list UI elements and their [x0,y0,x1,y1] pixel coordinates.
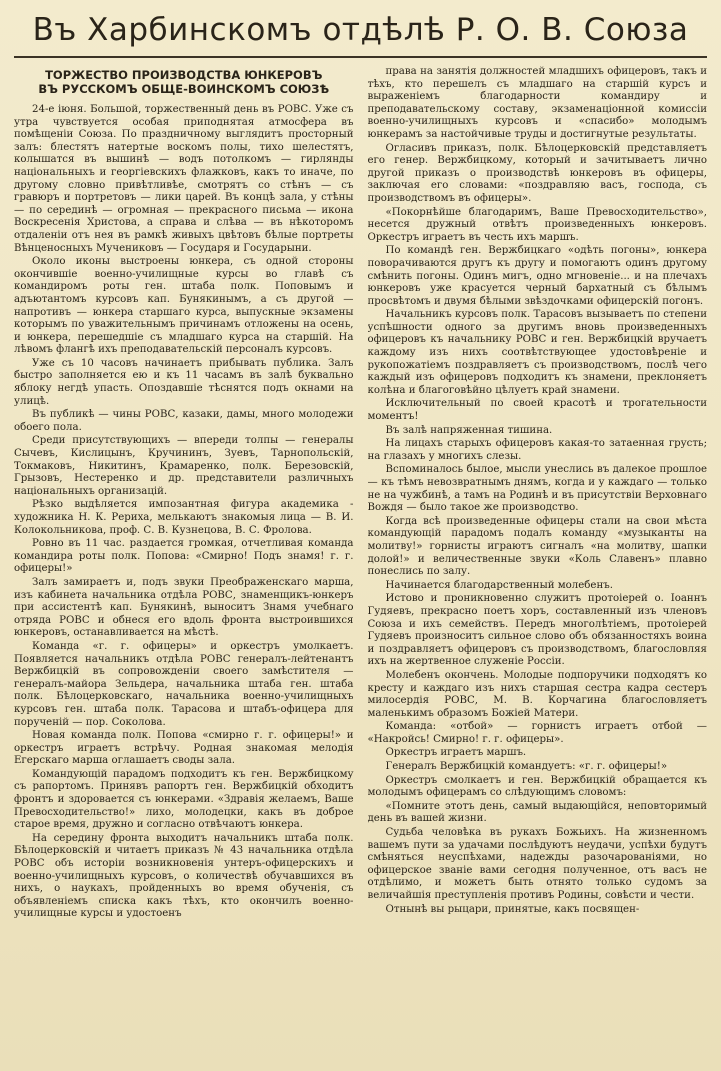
article-columns [14,66,707,1056]
article-paragraph: Залъ замираетъ и, подъ звуки Преображенскаго марша, изъ кабинета начальника отдѣла РОВС, знаменщикъ-юнкеръ при ассистентѣ кап. Бунякинѣ, выноситъ Знамя учебнаго отряда РОВС и обнеся его вдоль фронта выстроившихся юнкеровъ, останавливается на мѣстѣ. [14,576,354,639]
article-paragraph: На лицахъ старыхъ офицеровъ какая-то затаенная грусть; на глазахъ у многихъ слезы. [367,438,707,462]
article-paragraph: Командующій парадомъ подходитъ къ ген. Вержбицкому съ рапортомъ. Принявъ рапортъ ген. Вержбицкій обходитъ фронтъ и здоровается съ юнкерами. «Здравія желаемъ, Ваше Превосходительство!» лихо, молодецки, какъ въ доброе старое время, дружно и согласно отвѣчаютъ юнкера. [14,768,354,831]
subheadline-line-2: ВЪ РУССКОМЪ ОБЩЕ-ВОИНСКОМЪ СОЮЗѢ [38,82,330,96]
subheadline [14,68,354,96]
article-paragraph: По командѣ ген. Вержбицкаго «одѣть погоны», юнкера поворачиваются другъ къ другу и помогаютъ одинъ другому смѣнить погоны. Одинъ мигъ, одно мгновеніе... и на плечахъ юнкеровъ уже красуется черный бархатный съ бѣлымъ просвѣтомъ и двумя бѣлыми звѣздочками офицерскій погонъ. [367,245,707,307]
article-paragraph: права на занятія должностей младшихъ офицеровъ, такъ и тѣхъ, кто перешелъ съ младшаго на старшій курсъ и выраженіемъ благодарности командиру и преподавательскому составу, экзаменаціонной комиссіи военно-училищныхъ курсовъ и «спасибо» молодымъ юнкерамъ за настойчивые труды и достигнутые результаты. [367,66,707,140]
article-paragraph: Исключительный по своей красотѣ и трогательности моментъ! [367,398,707,423]
article-paragraph: Около иконы выстроены юнкера, съ одной стороны окончившіе военно-училищные курсы во главѣ съ командиромъ роты ген. штаба полк. Поповымъ и адъютантомъ курсовъ кап. Бунякинымъ, а съ другой — напротивъ — юнкера старшаго курса, выпускные экзамены которымъ по уважительнымъ причинамъ отложены на осень, и юнкера, перешедшіе съ младшаго курса на старшій. На лѣвомъ флангѣ ихъ преподавательскій персоналъ курсовъ. [14,256,354,356]
article-paragraph: Начальникъ курсовъ полк. Тарасовъ вызываетъ по степени успѣшности одного за другимъ вновь произведенныхъ офицеровъ къ начальнику РОВС и ген. Вержбицкій вручаетъ каждому изъ нихъ соотвѣтствующее удостовѣреніе и рукопожатіемъ поздравляетъ съ производствомъ, послѣ чего каждый изъ офицеровъ подходитъ къ знамени, преклоняетъ колѣна и благоговѣйно цѣлуетъ край знамени. [367,309,707,396]
article-paragraph: Въ публикѣ — чины РОВС, казаки, дамы, много молодежи обоего пола. [14,409,354,433]
article-paragraph: Команда «г. г. офицеры» и оркестръ умолкаетъ. Появляется начальникъ отдѣла РОВС генералъ-лейтенантъ Вержбицкій въ сопровожденіи своего замѣстителя — генералъ-майора Зельдера, начальника штаба ген. штаба полк. Бѣлоцерковскаго, начальника военно-училищныхъ курсовъ ген. штаба полк. Тарасова и штабъ-офицера для порученій — пор. Соколова. [14,640,354,728]
article-paragraph: Рѣзко выдѣляется импозантная фигура академика - художника Н. К. Рериха, мелькаютъ знакомыя лица — В. И. Колокольникова, проф. С. В. Кузнецова, В. С. Фролова. [14,499,354,536]
article-paragraph: Начинается благодарственный молебенъ. [385,579,613,591]
article-paragraph: Уже съ 10 часовъ начинаетъ прибывать публика. Залъ быстро заполняется ею и къ 11 часамъ въ залѣ буквально яблоку негдѣ упасть. Опоздавшіе тѣснятся подъ окнами на улицѣ. [14,357,354,407]
article-paragraph: Генералъ Вержбицкій командуетъ: «г. г. офицеры!» [385,761,668,773]
subheadline-line-1: ТОРЖЕСТВО ПРОИЗВОДСТВА ЮНКЕРОВЪ [45,68,323,82]
article-paragraph: Въ залѣ напряженная тишина. [385,424,553,436]
article-paragraph: Оркестръ смолкаетъ и ген. Вержбицкій обращается къ молодымъ офицерамъ со слѣдующимъ словомъ: [367,774,707,799]
article-paragraph: «Помните этотъ день, самый выдающійся, неповторимый день въ вашей жизни. [367,800,707,825]
left-column [14,66,354,1056]
article-paragraph: Новая команда полк. Попова «смирно г. г. офицеры!» и оркестръ играетъ встрѣчу. Родная знакомая мелодія Егерскаго марша оглашаетъ своды зала. [14,730,354,767]
article-paragraph: Молебенъ окончень. Молодые подпоручики подходятъ ко кресту и каждаго изъ нихъ старшая сестра кадра сестеръ милосердія РОВС, М. В. Корчагина благословляетъ маленькимъ образомъ Божіей Матери. [367,669,707,719]
article-paragraph: Отнынѣ вы рыцари, принятые, какъ посвящен- [385,903,640,915]
article-paragraph: Огласивъ приказъ, полк. Бѣлоцерковскій представляетъ его генер. Вержбицкому, который и зачитываетъ лично другой приказъ о производствѣ юнкеровъ въ офицеры, заключая его словами: «поздравляю васъ, господа, съ производствомъ въ офицеры». [367,142,707,204]
article-paragraph: Вспоминалось былое, мысли унеслись въ далекое прошлое — къ тѣмъ невозвратнымъ днямъ, когда и у каждаго — только не на чужбинѣ, а тамъ на Родинѣ и въ присутствіи Верховнаго Вождя — было такое же производство. [367,464,707,514]
article-paragraph: Когда всѣ произведенные офицеры стали на свои мѣста командующій парадомъ подалъ команду «музыканты на молитву!» горнисты играютъ сигналъ «на молитву, шапки долой!» и величественные звуки «Коль Славенъ» плавно понеслись по залу. [367,515,707,578]
article-paragraph: Ровно въ 11 час. раздается громкая, отчетливая команда командира роты полк. Попова: «Смирно! Подъ знамя! г. г. офицеры!» [14,538,354,575]
article-paragraph: Оркестръ играетъ маршъ. [385,747,527,759]
article-paragraph: «Покорнѣйше благодаримъ, Ваше Превосходительство», несется дружный отвѣтъ произведенныхъ юнкеровъ. Оркестръ играетъ въ честь ихъ маршъ. [367,206,707,243]
article-paragraph: Среди присутствующихъ — впереди толпы — генералы Сычевъ, Кислицынъ, Кручининъ, Зуевъ, Тарнопольскій, Токмаковъ, Никитинъ, Крамаренко, полк. Березовскій, Грызовъ, Нестеренко и др. представители различныхъ національныхъ организацій. [14,435,354,497]
article-headline: Въ Харбинскомъ отдѣлѣ Р. О. В. Союза [14,6,707,58]
article-paragraph: Истово и проникновенно служитъ протоіерей о. Іоаннъ Гудяевъ, прекрасно поетъ хоръ, составленный изъ членовъ Союза и ихъ семействъ. Передъ многолѣтіемъ, протоіерей Гудяевъ произноситъ сильное слово объ обязанностяхъ воина и поздравляетъ офицеровъ съ производствомъ, благословляя ихъ на жертвенное служеніе Россіи. [367,593,707,668]
article-paragraph: Судьба человѣка въ рукахъ Божьихъ. На жизненномъ вашемъ пути за удачами послѣдуютъ неудачи, успѣхи будутъ смѣняться неуспѣхами, надежды разочарованіями, но офицерское званіе вами сегодня полученное, отъ васъ не отдѣлимо, и можетъ быть отнято только судомъ за величайшія преступленія противъ Родины, совѣсти и чести. [367,827,707,901]
article-paragraph: 24-е іюня. Большой, торжественный день въ РОВС. Уже съ утра чувствуется особая приподнятая атмосфера въ помѣщеніи Союза. По праздничному выглядитъ просторный залъ: блестятъ натертые воскомъ полы, тихо шелестятъ, колышатся въ вышинѣ — водъ потолкомъ — гирлянды національныхъ и георгіевскихъ флажковъ, какъ то иначе, по другому словно привѣтливѣе, смотрятъ со стѣнъ — съ гравюръ и портретовъ — лики царей. Въ концѣ зала, у стѣны — по серединѣ — огромная — прекрасного письма — икона Воскресенія Христова, а справа и слѣва — въ нѣкоторомъ отдаленіи отъ нея въ рамкѣ живыхъ цвѣтовъ бѣлые портреты Вѣнценосныхъ Мучениковъ — Государя и Государыни. [14,104,354,254]
right-column [368,66,708,1056]
article-paragraph: На середину фронта выходитъ начальникъ штаба полк. Бѣлоцерковскій и читаетъ приказъ № 43 начальника отдѣла РОВС объ исторіи возникновенія унтеръ-офицерскихъ и военно-училищныхъ курсовъ, о количествѣ обучавшихся въ нихъ, о наукахъ, пройденныхъ во время обученія, съ объявленіемъ списка какъ тѣхъ, кто окончилъ военно-училищные курсы и удостоенъ [14,832,354,920]
article-paragraph: Команда: «отбой» — горнистъ играетъ отбой — «Накройсь! Смирно! г. г. офицеры». [367,721,707,745]
